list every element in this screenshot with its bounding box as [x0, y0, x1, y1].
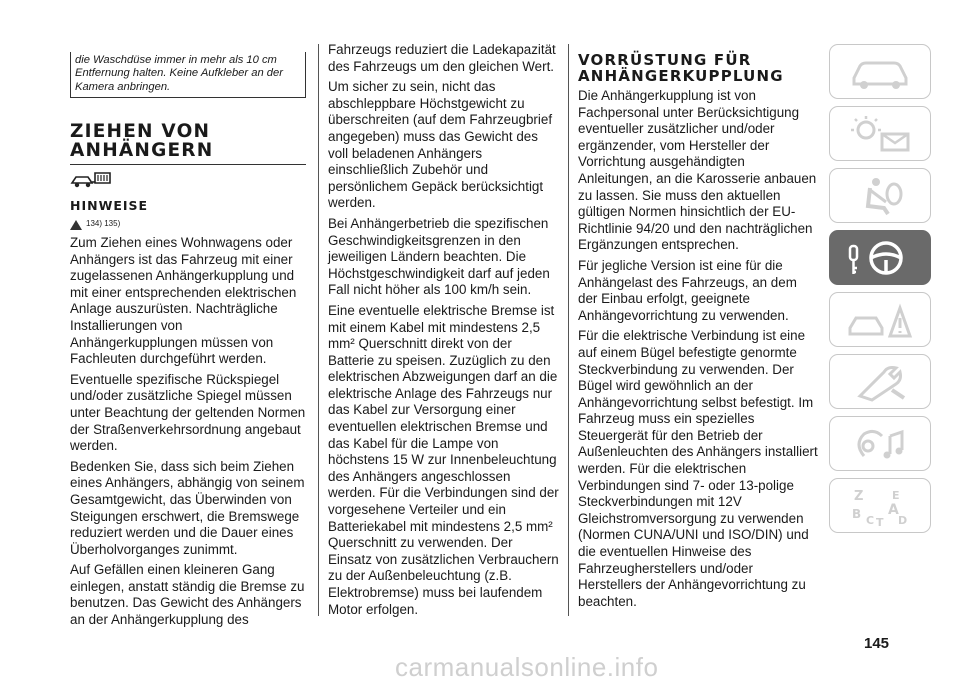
section-heading-coupling: [578, 52, 818, 84]
index-letter: C: [866, 513, 875, 527]
paragraph: Die Anhängerkupplung ist von Fachpersonal unter Berücksichtigung eventueller zusätzlicher und/oder ergänzender, vom Hersteller der Vorrichtung ausgehändigten Anleitungen, an die Karosserie anbauen zu lassen. Sie muss den aktuellen gültigen Normen hinsichtlich der EU-Richtlinie 94/20 und den nachträglichen Ergänzungen entsprechen.: [578, 88, 817, 253]
navigation-music-icon: [840, 422, 920, 466]
tab-starting-driving[interactable]: [829, 230, 931, 285]
chapter-tabs: [829, 44, 931, 540]
tab-multimedia[interactable]: [829, 416, 931, 471]
column-middle: [328, 42, 560, 622]
page-number: 145: [864, 635, 890, 652]
key-steering-wheel-icon: [840, 236, 920, 280]
column-divider: [318, 44, 319, 616]
paragraph: Eine eventuelle elektrische Bremse ist mit einem Kabel mit mindestens 2,5 mm² Querschnitt direkt von der Batterie zu speisen. Zuzüglich zu den elektrischen Abzweigungen darf an die elektrische Anlage des Fahrzeugs nur das Kabel zur Versorgung einer eventuellen elektrischen Bremse und das Kabel für die Lampe von höchstens 15 W zur Innenbeleuchtung des Anhängers angeschlossen werden. Für die Verbindungen sind der vorgesehene Verteiler und ein Batteriekabel mit mindestens 2,5 mm² Querschnitt zu verwenden. Der Einsatz von zusätzlichen Verbrauchern zu der Außenbeleuchtung (z.B. Elektrobremse) muss bei laufendem Motor erfolgen.: [328, 302, 559, 617]
column-left: [70, 44, 306, 633]
wrench-tools-icon: [840, 360, 920, 404]
warning-references: [70, 216, 306, 233]
heading-line-2: ANHÄNGERKUPPLUNG: [578, 67, 784, 85]
section-heading-towing: [70, 122, 306, 160]
index-letters-icon: [840, 484, 920, 528]
lights-message-icon: [840, 112, 920, 156]
index-letter: T: [876, 515, 884, 528]
paragraph: Fahrzeugs reduziert die Ladekapazität des Fahrzeugs um den gleichen Wert.: [328, 42, 556, 74]
watermark-text: carmanualsonline.info: [395, 652, 659, 682]
paragraph: Bedenken Sie, dass sich beim Ziehen eines Anhängers, abhängig von seinem Gesamtgewicht, das Überwinden von Steigungen erschwert, die Bremswege reduziert werden und die Dauer eines Überholvorganges zunimmt.: [70, 458, 305, 557]
tab-emergency[interactable]: [829, 292, 931, 347]
tab-maintenance[interactable]: [829, 354, 931, 409]
heading-line-2: ANHÄNGERN: [70, 140, 214, 162]
heading-rule: [70, 164, 306, 165]
tab-index[interactable]: [829, 478, 931, 533]
paragraph: Eventuelle spezifische Rückspiegel und/oder zusätzliche Spiegel müssen unter Beachtung der geltenden Normen der Straßenverkehrsordnung angebaut werden.: [70, 371, 306, 454]
index-letter: Z: [854, 488, 864, 504]
paragraph: Zum Ziehen eines Wohnwagens oder Anhängers ist das Fahrzeug mit einer zugelassenen Anhängerkupplung und mit einer entsprechenden elektrischen Anlage auszurüsten. Nachträgliche Installierungen von Anhängerkupplungen müssen von Fachleuten durchgeführt werden.: [70, 235, 297, 367]
paragraph: Um sicher zu sein, nicht das abschleppbare Höchstgewicht zu überschreiten (auf dem Fahrzeugbrief angegeben) muss das Gewicht des voll beladenen Anhängers einschließlich Zubehör und persönlichem Gepäck berücksichtigt werden.: [328, 79, 553, 211]
car-icon: [840, 50, 920, 94]
index-letter: A: [888, 501, 899, 518]
column-right: [578, 52, 818, 614]
subheading-hinweise: HINWEISE: [70, 197, 149, 213]
paragraph: Für die elektrische Verbindung ist eine auf einem Bügel befestigte genormte Steckverbindung zu verwenden. Der Bügel wird gewöhnlich an der Anhängevorrichtung selbst befestigt. Im Fahrzeug muss ein spezielles Steuergerät für den Betrieb der Außenleuchten des Anhängers installiert werden. Für die elektrischen Verbindungen sind 7- oder 13-polige Steckverbindungen mit 12V Gleichstromversorgung zu verwenden (Normen CUNA/UNI und ISO/DIN) und die eventuellen Hinweise des Fahrzeugherstellers und/oder Herstellers der Anhängevorrichtung zu beachten.: [578, 328, 818, 609]
seat-airbag-icon: [840, 174, 920, 218]
tab-safety[interactable]: [829, 168, 931, 223]
column-divider: [568, 44, 569, 616]
paragraph: Für jegliche Version ist eine für die Anhängelast des Fahrzeugs, an dem der Einbau erfolgt, geeignete Anhängevorrichtung zu verwenden.: [578, 257, 797, 323]
car-warning-icon: [840, 298, 920, 342]
tab-car[interactable]: [829, 44, 931, 99]
heading-line-1: ZIEHEN VON: [70, 121, 211, 143]
heading-line-1: VORRÜSTUNG FÜR: [578, 51, 752, 69]
note-box: die Waschdüse immer in mehr als 10 cm Entfernung halten. Keine Aufkleber an der Kamera anbringen.: [70, 52, 306, 98]
tab-lights-messages[interactable]: [829, 106, 931, 161]
paragraph: Auf Gefällen einen kleineren Gang einlegen, anstatt ständig die Bremse zu benutzen. Das Gewicht des Anhängers an der Anhängerkupplung des: [70, 562, 305, 628]
trailer-car-icon: [70, 169, 306, 194]
index-letter: B: [852, 506, 862, 521]
warning-refs-text: 134) 135): [86, 219, 121, 229]
warning-triangle-icon: [70, 220, 82, 230]
index-letter: D: [898, 513, 908, 527]
index-letter: E: [892, 488, 900, 502]
paragraph: Bei Anhängerbetrieb die spezifischen Geschwindigkeitsgrenzen in den jeweiligen Ländern beachten. Die Höchstgeschwindigkeit darf auf jeden Fall nicht höher als 100 km/h sein.: [328, 215, 550, 298]
